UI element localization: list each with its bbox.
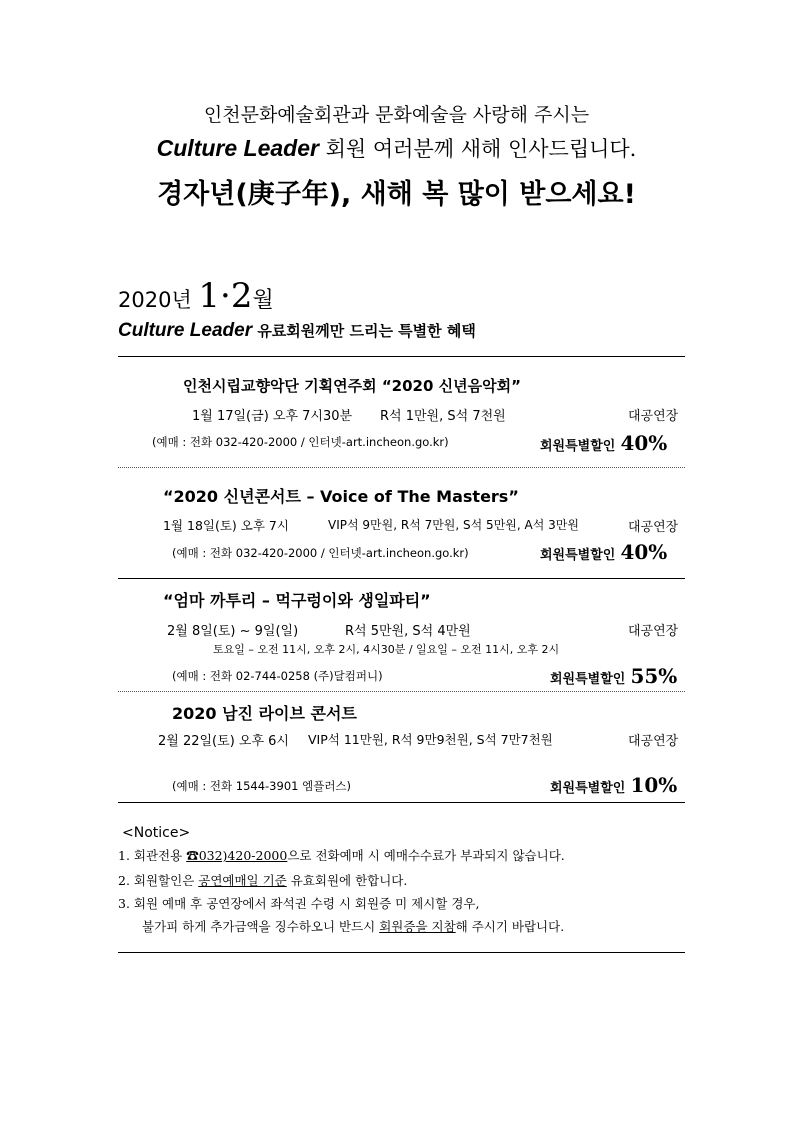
event-4-title: 2020 남진 라이브 콘서트 — [172, 704, 357, 723]
notice-phone: ☎032)420-2000 — [186, 848, 288, 863]
greeting-line-2-text: 회원 여러분께 새해 인사드립니다. — [318, 137, 637, 161]
event-2-discount — [540, 540, 667, 564]
discount-label: 회원특별할인 — [550, 781, 626, 796]
period-year: 2020년 — [118, 288, 199, 312]
notice-item-1-post: 으로 전화예매 시 예매수수료가 부과되지 않습니다. — [287, 848, 565, 863]
event-2-booking: (예매 : 전화 032-420-2000 / 인터넷-art.incheon.go.kr) — [172, 546, 469, 560]
notice-item-3-post: 해 주시기 바랍니다. — [455, 919, 565, 934]
event-1-prices: R석 1만원, S석 7천원 — [380, 409, 506, 424]
event-3-schedule: 2월 8일(토) ~ 9일(일) — [167, 624, 299, 639]
discount-rate: 10% — [630, 773, 678, 797]
culture-leader-sub: Culture Leader — [118, 320, 253, 341]
notice-item-2-underlined: 공연예매일 기준 — [198, 873, 287, 888]
event-4-schedule: 2월 22일(토) 오후 6시 — [158, 734, 289, 749]
event-4-venue: 대공연장 — [628, 734, 679, 749]
notice-item-1 — [118, 846, 565, 864]
discount-label: 회원특별할인 — [540, 439, 616, 454]
event-1-schedule: 1월 17일(금) 오후 7시30분 — [192, 409, 353, 424]
event-3-prices: R석 5만원, S석 4만원 — [345, 624, 471, 639]
discount-rate: 40% — [620, 431, 668, 455]
event-2-title: “2020 신년콘서트 – Voice of The Masters” — [163, 487, 519, 506]
period-months: 1·2 — [198, 276, 253, 316]
period-heading — [118, 276, 274, 316]
event-1-title: 인천시립교향악단 기획연주회 “2020 신년음악회” — [183, 377, 521, 395]
event-2-schedule: 1월 18일(토) 오후 7시 — [163, 518, 289, 533]
event-4-discount — [550, 773, 677, 797]
culture-leader-brand: Culture Leader — [156, 135, 319, 161]
notice-item-3-underlined: 회원증을 지참 — [379, 919, 456, 934]
notice-item-3-pre: 불가피 하게 추가금액을 징수하오니 반드시 — [142, 919, 380, 934]
event-4-prices: VIP석 11만원, R석 9만9천원, S석 7만7천원 — [308, 732, 553, 747]
notice-item-2 — [118, 871, 407, 889]
divider — [118, 802, 685, 803]
divider — [118, 356, 685, 357]
event-3-venue: 대공연장 — [628, 624, 679, 639]
notice-item-2-post: 유효회원에 한합니다. — [286, 873, 408, 888]
event-3-discount — [550, 664, 677, 688]
discount-rate: 40% — [620, 540, 668, 564]
event-4-booking: (예매 : 전화 1544-3901 엠플러스) — [172, 779, 352, 793]
period-subtitle — [118, 320, 476, 342]
period-sub-text: 유료회원께만 드리는 특별한 혜택 — [252, 322, 476, 340]
event-1-booking: (예매 : 전화 032-420-2000 / 인터넷-art.incheon.go.kr) — [152, 435, 449, 449]
divider — [118, 691, 685, 692]
event-3-booking: (예매 : 전화 02-744-0258 (주)달컴퍼니) — [172, 669, 383, 683]
discount-rate: 55% — [630, 664, 678, 688]
event-3-title: “엄마 까투리 – 먹구렁이와 생일파티” — [163, 591, 431, 610]
event-3-times: 토요일 – 오전 11시, 오후 2시, 4시30분 / 일요일 – 오전 11시, 오후 2시 — [213, 643, 560, 656]
notice-item-2-pre: 2. 회원할인은 — [118, 873, 199, 888]
discount-label: 회원특별할인 — [540, 548, 616, 563]
new-year-greeting: 경자년(庚子年), 새해 복 많이 받으세요! — [157, 179, 636, 210]
event-1-discount — [540, 431, 667, 455]
greeting-line-1: 인천문화예술회관과 문화예술을 사랑해 주시는 — [203, 104, 590, 126]
event-2-prices: VIP석 9만원, R석 7만원, S석 5만원, A석 3만원 — [328, 518, 579, 532]
greeting-line-2 — [0, 133, 793, 163]
divider — [118, 952, 685, 953]
notice-heading: <Notice> — [122, 825, 191, 841]
event-1-venue: 대공연장 — [628, 409, 679, 424]
event-2-venue: 대공연장 — [628, 520, 679, 535]
period-month-suffix: 월 — [252, 288, 274, 313]
notice-item-3-cont — [142, 917, 564, 935]
notice-item-1-pre: 1. 회관전용 — [118, 848, 187, 863]
discount-label: 회원특별할인 — [550, 672, 626, 687]
notice-item-3: 3. 회원 예매 후 공연장에서 좌석권 수령 시 회원증 미 제시할 경우, — [118, 896, 480, 911]
divider — [118, 578, 685, 579]
divider — [118, 467, 685, 468]
